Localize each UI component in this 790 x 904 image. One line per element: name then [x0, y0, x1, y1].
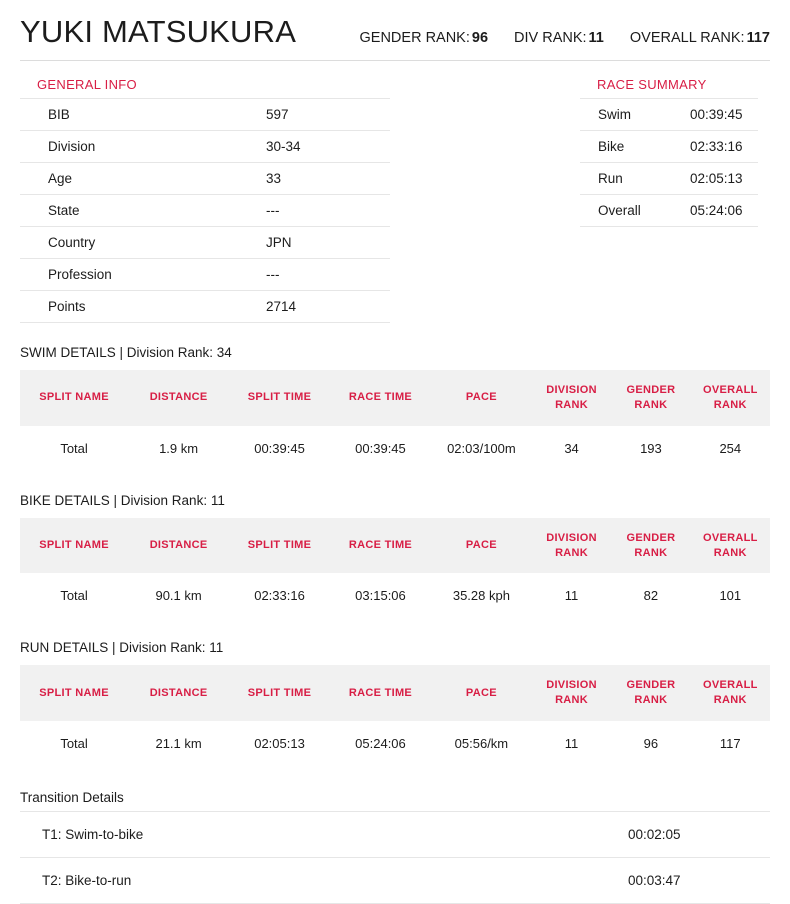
general-info-value: ---	[266, 203, 280, 218]
column-header-pace: PACE	[465, 539, 497, 552]
rank-summary-group	[360, 30, 771, 49]
general-info-value: 33	[266, 171, 282, 186]
column-header-gender-rank: GENDER RANK	[626, 531, 676, 559]
table-row	[580, 195, 758, 227]
race-summary-title: RACE SUMMARY	[597, 77, 707, 92]
cell-split-time: 00:39:45	[254, 440, 305, 456]
race-summary-key: Swim	[598, 107, 631, 122]
general-info-value: JPN	[266, 235, 292, 250]
table-row	[20, 99, 390, 131]
cell-pace: 05:56/km	[454, 736, 509, 752]
table-row	[20, 227, 390, 259]
column-header-race-time: RACE TIME	[348, 539, 413, 552]
column-header-gender-rank: GENDER RANK	[626, 679, 676, 707]
cell-gender-rank: 193	[640, 440, 662, 456]
cell-overall-rank: 117	[719, 736, 741, 752]
cell-distance: 90.1 km	[155, 588, 202, 604]
swim-splits-table	[20, 370, 770, 471]
div-rank-item	[514, 30, 604, 46]
table-header-row	[20, 370, 770, 426]
general-info-key: State	[48, 203, 80, 218]
column-header-pace: PACE	[465, 686, 497, 699]
page-title: YUKI MATSUKURA	[20, 14, 297, 49]
transition-section-heading: Transition Details	[20, 790, 124, 806]
race-summary-key: Bike	[598, 139, 625, 154]
general-info-value: 30-34	[266, 139, 301, 154]
swim-details-section	[20, 345, 770, 471]
column-header-pace: PACE	[465, 391, 497, 404]
column-header-overall-rank: OVERALL RANK	[702, 384, 758, 411]
transition-value: 00:03:47	[628, 873, 681, 889]
column-header-split-name: SPLIT NAME	[39, 686, 109, 699]
general-info-key: BIB	[48, 107, 70, 122]
race-summary-value: 00:39:45	[690, 107, 743, 122]
cell-split-time: 02:05:13	[254, 736, 305, 752]
gender-rank-item	[360, 30, 489, 46]
athlete-header	[20, 0, 770, 61]
general-info-key: Profession	[48, 267, 112, 282]
column-header-division-rank: DIVISION RANK	[546, 531, 597, 559]
transition-table	[20, 811, 770, 904]
general-info-value: 597	[266, 107, 289, 122]
cell-division-rank: 11	[564, 588, 579, 604]
bike-details-section	[20, 493, 770, 619]
table-row	[20, 291, 390, 323]
table-row	[20, 163, 390, 195]
table-row	[20, 812, 770, 858]
overall-rank-item	[630, 30, 770, 46]
general-info-key: Age	[48, 171, 73, 186]
cell-pace: 02:03/100m	[447, 440, 516, 456]
run-section-heading: RUN DETAILS | Division Rank: 11	[20, 640, 224, 656]
column-header-split-name: SPLIT NAME	[39, 391, 109, 404]
transition-label: T2: Bike-to-run	[42, 873, 132, 889]
general-info-table	[20, 98, 390, 323]
general-info-title: GENERAL INFO	[37, 77, 137, 92]
race-summary-value: 02:33:16	[690, 139, 743, 154]
cell-distance: 1.9 km	[159, 440, 199, 456]
table-row	[580, 99, 758, 131]
div-rank-value: 11	[588, 30, 604, 46]
general-info-key: Country	[48, 235, 96, 250]
overall-rank-value: 117	[746, 30, 770, 46]
cell-race-time: 03:15:06	[355, 588, 406, 604]
column-header-division-rank: DIVISION RANK	[546, 384, 597, 411]
gender-rank-value: 96	[471, 30, 489, 46]
column-header-distance: DISTANCE	[149, 391, 208, 404]
table-header-row	[20, 518, 770, 574]
cell-split-time: 02:33:16	[254, 588, 305, 604]
column-header-split-time: SPLIT TIME	[247, 539, 312, 552]
cell-division-rank: 11	[564, 736, 579, 752]
table-row	[580, 163, 758, 195]
general-info-panel	[20, 77, 390, 323]
table-row	[20, 721, 770, 766]
column-header-split-time: SPLIT TIME	[247, 391, 312, 404]
cell-split-name: Total	[60, 736, 88, 752]
table-row	[20, 426, 770, 471]
cell-overall-rank: 101	[719, 588, 742, 604]
cell-gender-rank: 82	[643, 588, 659, 604]
column-header-split-name: SPLIT NAME	[39, 539, 109, 552]
cell-split-name: Total	[60, 588, 88, 604]
race-summary-key: Run	[598, 171, 623, 186]
transition-value: 00:02:05	[628, 827, 681, 843]
info-area	[20, 77, 770, 323]
swim-section-heading: SWIM DETAILS | Division Rank: 34	[20, 345, 232, 360]
cell-split-name: Total	[60, 440, 88, 456]
column-header-split-time: SPLIT TIME	[247, 686, 312, 699]
general-info-key: Points	[48, 299, 86, 314]
bike-section-heading: BIKE DETAILS | Division Rank: 11	[20, 492, 225, 508]
overall-rank-label: OVERALL RANK:	[629, 30, 745, 46]
race-summary-value: 05:24:06	[690, 203, 743, 218]
cell-gender-rank: 96	[643, 736, 659, 752]
general-info-key: Division	[48, 139, 96, 154]
race-summary-value: 02:05:13	[690, 171, 743, 186]
general-info-value: 2714	[266, 299, 297, 314]
column-header-gender-rank: GENDER RANK	[626, 384, 676, 411]
column-header-race-time: RACE TIME	[348, 686, 413, 699]
transition-label: T1: Swim-to-bike	[42, 827, 144, 843]
table-row	[20, 573, 770, 618]
column-header-overall-rank: OVERALL RANK	[702, 679, 758, 707]
cell-overall-rank: 254	[719, 440, 742, 456]
table-row	[580, 131, 758, 163]
gender-rank-label: GENDER RANK:	[359, 30, 470, 46]
table-header-row	[20, 665, 770, 721]
table-row	[20, 259, 390, 291]
transition-details-section	[20, 790, 770, 904]
race-summary-panel	[580, 77, 758, 323]
div-rank-label: DIV RANK:	[514, 30, 587, 46]
cell-division-rank: 34	[564, 440, 579, 456]
cell-race-time: 05:24:06	[355, 736, 406, 752]
column-header-division-rank: DIVISION RANK	[546, 679, 597, 707]
run-details-section	[20, 640, 770, 766]
cell-distance: 21.1 km	[155, 736, 202, 752]
general-info-value: ---	[266, 267, 280, 282]
race-summary-key: Overall	[598, 203, 641, 218]
run-splits-table	[20, 665, 770, 766]
race-summary-table	[580, 98, 758, 227]
column-header-distance: DISTANCE	[149, 686, 208, 699]
column-header-overall-rank: OVERALL RANK	[702, 531, 758, 559]
bike-splits-table	[20, 518, 770, 619]
cell-race-time: 00:39:45	[355, 440, 406, 456]
column-header-distance: DISTANCE	[149, 539, 208, 552]
table-row	[20, 195, 390, 227]
table-row	[20, 131, 390, 163]
column-header-race-time: RACE TIME	[348, 391, 413, 404]
cell-pace: 35.28 kph	[452, 588, 510, 604]
